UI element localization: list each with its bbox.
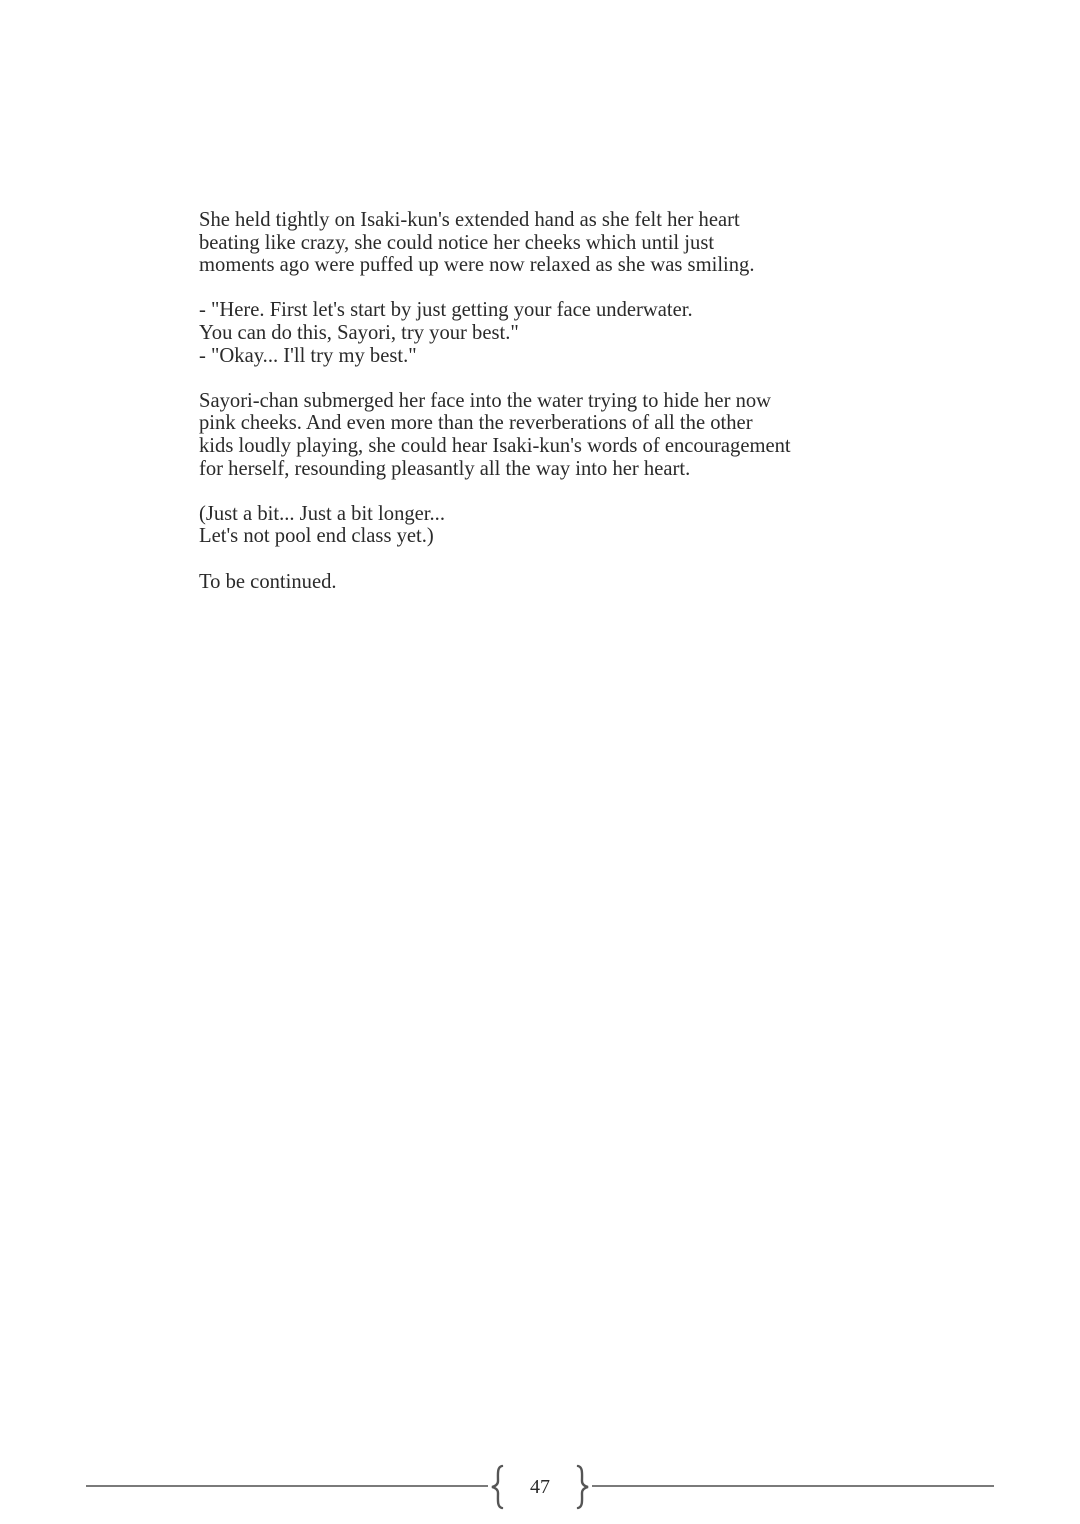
paragraph-2: - "Here. First let's start by just getting your face underwater. You can do this, Sayori, try your best." - "Okay... I'll try my best." [199, 299, 693, 367]
right-brace-ornament [576, 1464, 590, 1510]
page-number: 47 [530, 1476, 550, 1498]
footer-rule-left [86, 1485, 488, 1487]
paragraph-1: She held tightly on Isaki-kun's extended hand as she felt her heart beating like crazy, she could notice her cheeks which until just moments ago were puffed up were now relaxed as she was smiling. [199, 209, 755, 277]
page-footer [86, 1464, 994, 1512]
paragraph-4: (Just a bit... Just a bit longer... Let's not pool end class yet.) [199, 502, 445, 548]
paragraph-5: To be continued. [199, 570, 337, 593]
footer-rule-right [592, 1485, 994, 1487]
body-text [199, 209, 879, 616]
left-brace-ornament [490, 1464, 504, 1510]
paragraph-3: Sayori-chan submerged her face into the water trying to hide her now pink cheeks. And even more than the reverberations of all the other kids loudly playing, she could hear Isaki-kun's words of encouragement for herself, resounding pleasantly all the way into her heart. [199, 389, 791, 480]
